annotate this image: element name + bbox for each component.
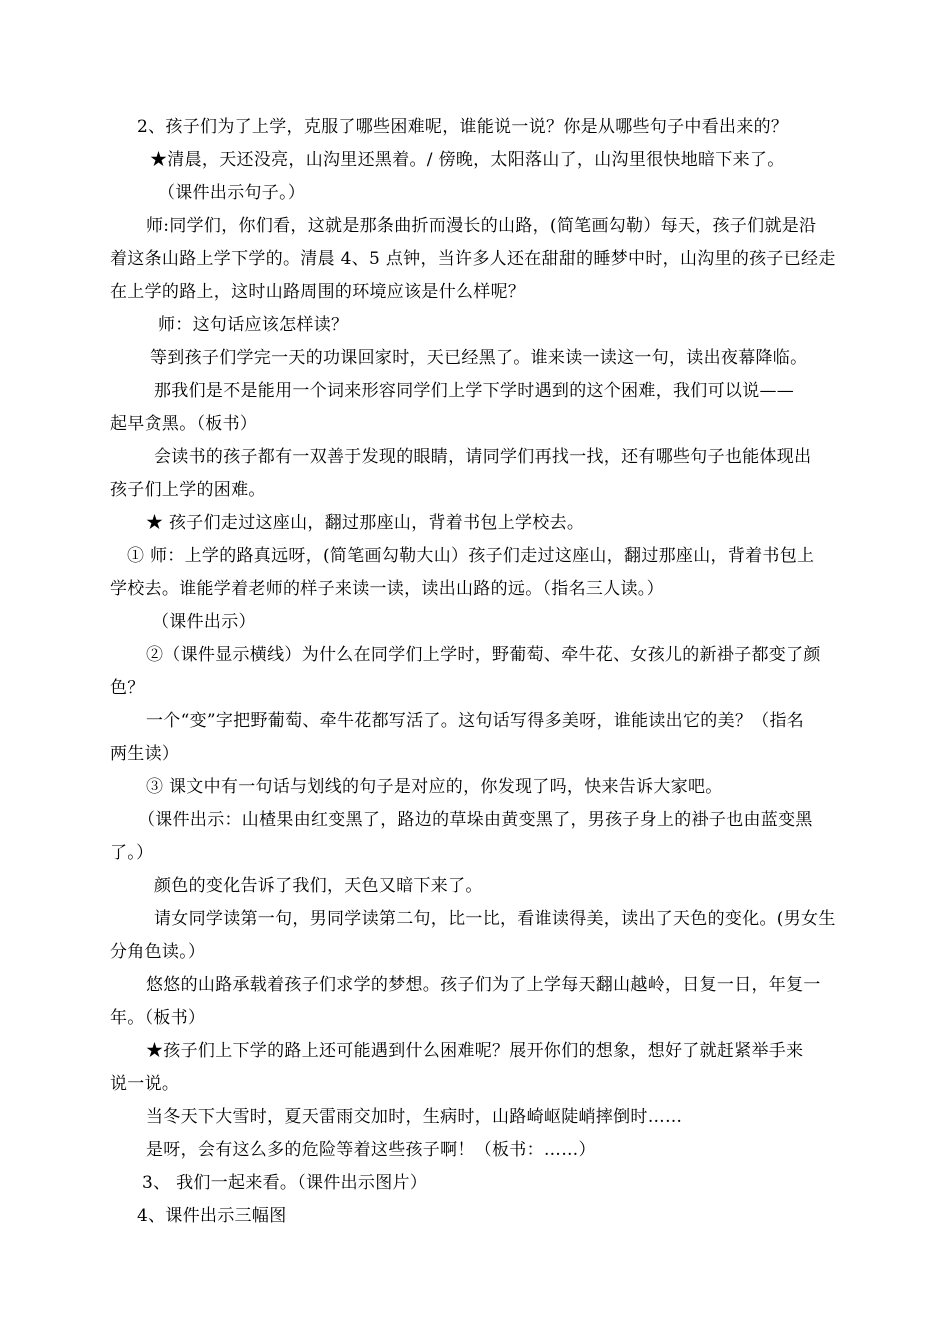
text-line: 孩子们上学的困难。 xyxy=(110,480,266,500)
text-line: 师：这句话应该怎样读？ xyxy=(158,315,349,335)
text-line: 请女同学读第一句，男同学读第二句，比一比，看谁读得美，读出了天色的变化。(男女生 xyxy=(154,909,836,929)
text-line: 了。） xyxy=(110,843,154,863)
text-line: 是呀，会有这么多的危险等着这些孩子啊！（板书：……） xyxy=(146,1140,596,1160)
text-line: 色？ xyxy=(110,678,145,698)
text-line: 分角色读。） xyxy=(110,942,206,962)
text-line: 悠悠的山路承载着孩子们求学的梦想。孩子们为了上学每天翻山越岭，日复一日，年复一 xyxy=(146,975,821,995)
text-line: 学校去。谁能学着老师的样子来读一读，读出山路的远。（指名三人读。） xyxy=(110,579,664,599)
text-line: 师:同学们，你们看，这就是那条曲折而漫长的山路，(简笔画勾勒）每天，孩子们就是沿 xyxy=(146,216,817,236)
text-line: ②（课件显示横线）为什么在同学们上学时，野葡萄、牵牛花、女孩儿的新褂子都变了颜 xyxy=(146,645,821,665)
text-line: 起早贪黑。（板书） xyxy=(110,414,258,434)
text-line: 2、孩子们为了上学，克服了哪些困难呢，谁能说一说？你是从哪些句子中看出来的？ xyxy=(137,117,789,137)
text-line: 4、课件出示三幅图 xyxy=(137,1206,287,1226)
text-line: ★孩子们上下学的路上还可能遇到什么困难呢？展开你们的想象，想好了就赶紧举手来 xyxy=(146,1041,804,1061)
text-line: ★清晨，天还没亮，山沟里还黑着。/ 傍晚，太阳落山了，山沟里很快地暗下来了。 xyxy=(150,150,785,170)
text-line: 当冬天下大雪时，夏天雷雨交加时，生病时，山路崎岖陡峭摔倒时…… xyxy=(146,1107,683,1127)
text-line: 两生读） xyxy=(110,744,180,764)
text-line: 3、 我们一起来看。（课件出示图片） xyxy=(142,1173,428,1193)
text-line: 在上学的路上，这时山路周围的环境应该是什么样呢？ xyxy=(110,282,526,302)
text-line: 等到孩子们学完一天的功课回家时，天已经黑了。谁来读一读这一句，读出夜幕降临。 xyxy=(150,348,808,368)
text-line: （课件出示句子。） xyxy=(158,183,306,203)
text-line: ★ 孩子们走过这座山，翻过那座山，背着书包上学校去。 xyxy=(146,513,585,533)
text-line: ① 师：上学的路真远呀，(简笔画勾勒大山）孩子们走过这座山，翻过那座山，背着书包上 xyxy=(127,546,815,566)
text-line: （课件出示） xyxy=(152,612,256,632)
text-line: ③ 课文中有一句话与划线的句子是对应的，你发现了吗，快来告诉大家吧。 xyxy=(146,777,723,797)
text-line: 一个“变”字把野葡萄、牵牛花都写活了。这句话写得多美呀，谁能读出它的美？（指名 xyxy=(146,711,805,731)
text-line: 那我们是不是能用一个词来形容同学们上学下学时遇到的这个困难，我们可以说—— xyxy=(154,381,795,401)
text-line: （课件出示：山楂果由红变黑了，路边的草垛由黄变黑了，男孩子身上的褂子也由蓝变黑 xyxy=(138,810,813,830)
text-line: 会读书的孩子都有一双善于发现的眼睛，请同学们再找一找，还有哪些句子也能体现出 xyxy=(154,447,812,467)
text-line: 说一说。 xyxy=(110,1074,180,1094)
text-line: 年。（板书） xyxy=(110,1008,206,1028)
text-line: 颜色的变化告诉了我们，天色又暗下来了。 xyxy=(154,876,483,896)
text-line: 着这条山路上学下学的。清晨 4、5 点钟，当许多人还在甜甜的睡梦中时，山沟里的孩子已经走 xyxy=(110,249,836,269)
